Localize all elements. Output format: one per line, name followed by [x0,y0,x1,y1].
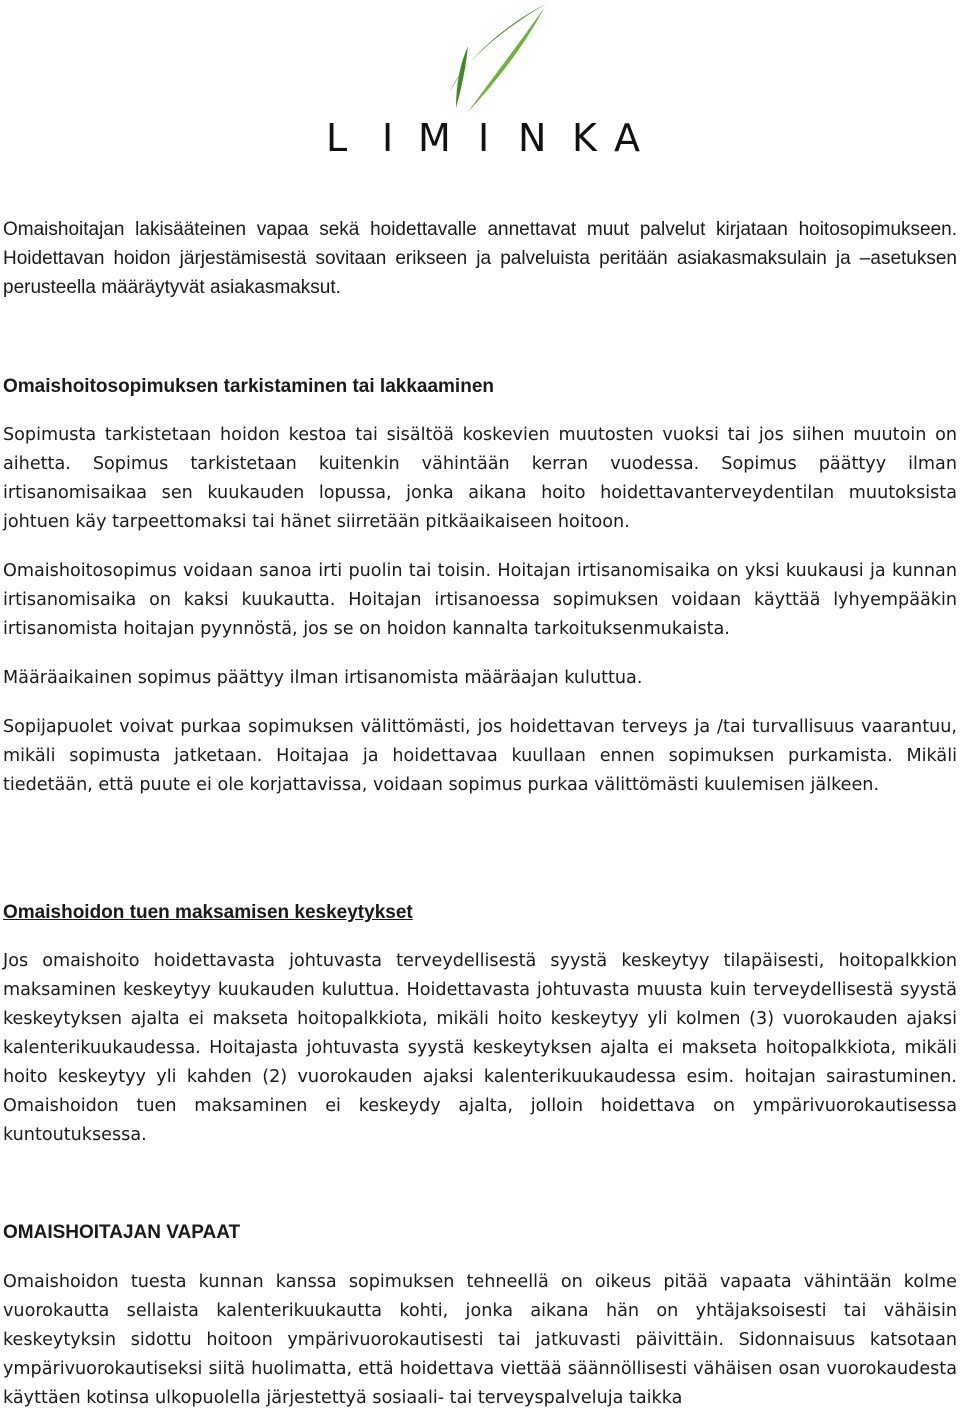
logo-letter: A [614,116,640,160]
section-heading-vapaat: OMAISHOITAJAN VAPAAT [3,1222,241,1243]
logo-letter: I [478,116,490,160]
logo-wordmark [318,118,648,158]
leaf-icon [318,0,648,120]
logo-letter: N [518,116,547,160]
intro-paragraph: Omaishoitajan lakisääteinen vapaa sekä hoidettavalle annettavat muut palvelut kirjataan hoitosopimukseen. Hoidettavan hoidon järjestämisestä sovitaan erikseen ja palveluista peritään asiakasmaksulain ja –asetuksen perusteella määräytyvät asiakasmaksut. [3,219,957,298]
section2-paragraph: Jos omaishoito hoidettavasta johtuvasta terveydellisestä syystä keskeytyy tilapäisesti, hoitopalkkion maksaminen keskeytyy kuukauden kuluttua. Hoidettavasta johtuvasta muusta kuin terveydellisestä syystä keskeytyksen ajalta ei makseta hoitopalkkiota, mikäli hoito keskeytyy yli kolmen (3) vuorokauden ajaksi kalenterikuukaudessa. Hoitajasta johtuvasta syystä keskeytyksen ajalta ei makseta hoitopalkkiota, mikäli hoito keskeytyy yli kahden (2) vuorokauden ajaksi kalenterikuukaudessa esim. hoitajan sairastuminen. Omaishoidon tuen maksaminen ei keskeydy ajalta, jolloin hoidettava on ympärivuorokautisessa kuntoutuksessa. [3,951,957,1145]
section-heading-keskeytykset: Omaishoidon tuen maksamisen keskeytykset [3,902,413,923]
section1-paragraph-1: Sopimusta tarkistetaan hoidon kestoa tai sisältöä koskevien muutosten vuoksi tai jos siihen muutoin on aihetta. Sopimus tarkistetaan kuitenkin vähintään kerran vuodessa. Sopimus päättyy ilman irtisanomisaikaa sen kuukauden lopussa, jonka aikana hoito hoidettavanterveydentilan muutoksista johtuen käy tarpeettomaksi tai hänet siirretään pitkäaikaiseen hoitoon. [3,425,957,532]
liminka-logo [318,0,648,160]
section1-paragraph-4: Sopijapuolet voivat purkaa sopimuksen välittömästi, jos hoidettavan terveys ja /tai turvallisuus vaarantuu, mikäli sopimusta jatketaan. Hoitajaa ja hoidettavaa kuullaan ennen sopimuksen purkamista. Mikäli tiedetään, että puute ei ole korjattavissa, voidaan sopimus purkaa välittömästi kuulemisen jälkeen. [3,717,957,795]
section-heading-sopimus: Omaishoitosopimuksen tarkistaminen tai lakkaaminen [3,376,494,397]
logo-letter: K [572,116,597,160]
section1-paragraph-2: Omaishoitosopimus voidaan sanoa irti puolin tai toisin. Hoitajan irtisanomisaika on yksi kuukausi ja kunnan irtisanomisaika on kaksi kuukautta. Hoitajan irtisanoessa sopimuksen voidaan käyttää lyhyempääkin irtisanomista hoitajan pyynnöstä, jos se on hoidon kannalta tarkoituksenmukaista. [3,561,957,639]
section3-paragraph: Omaishoidon tuesta kunnan kanssa sopimuksen tehneellä on oikeus pitää vapaata vähintään kolme vuorokautta sellaista kalenterikuukautta kohti, jonka aikana hän on yhtäjaksoisesti tai vähäisin keskeytyksin sidottu hoitoon ympärivuorokautisesti tai jatkuvasti päivittäin. Sidonnaisuus katsotaan ympärivuorokautiseksi siitä huolimatta, että hoidettava viettää säännöllisesti vähäisen osan vuorokaudesta käyttäen kotinsa ulkopuolella järjestettyä sosiaali- tai terveyspalveluja taikka [3,1272,957,1408]
logo-letter: M [418,116,451,160]
section1-paragraph-3: Määräaikainen sopimus päättyy ilman irtisanomista määräajan kuluttua. [3,668,643,688]
logo-letter: I [382,116,394,160]
logo-letter: L [326,116,348,160]
